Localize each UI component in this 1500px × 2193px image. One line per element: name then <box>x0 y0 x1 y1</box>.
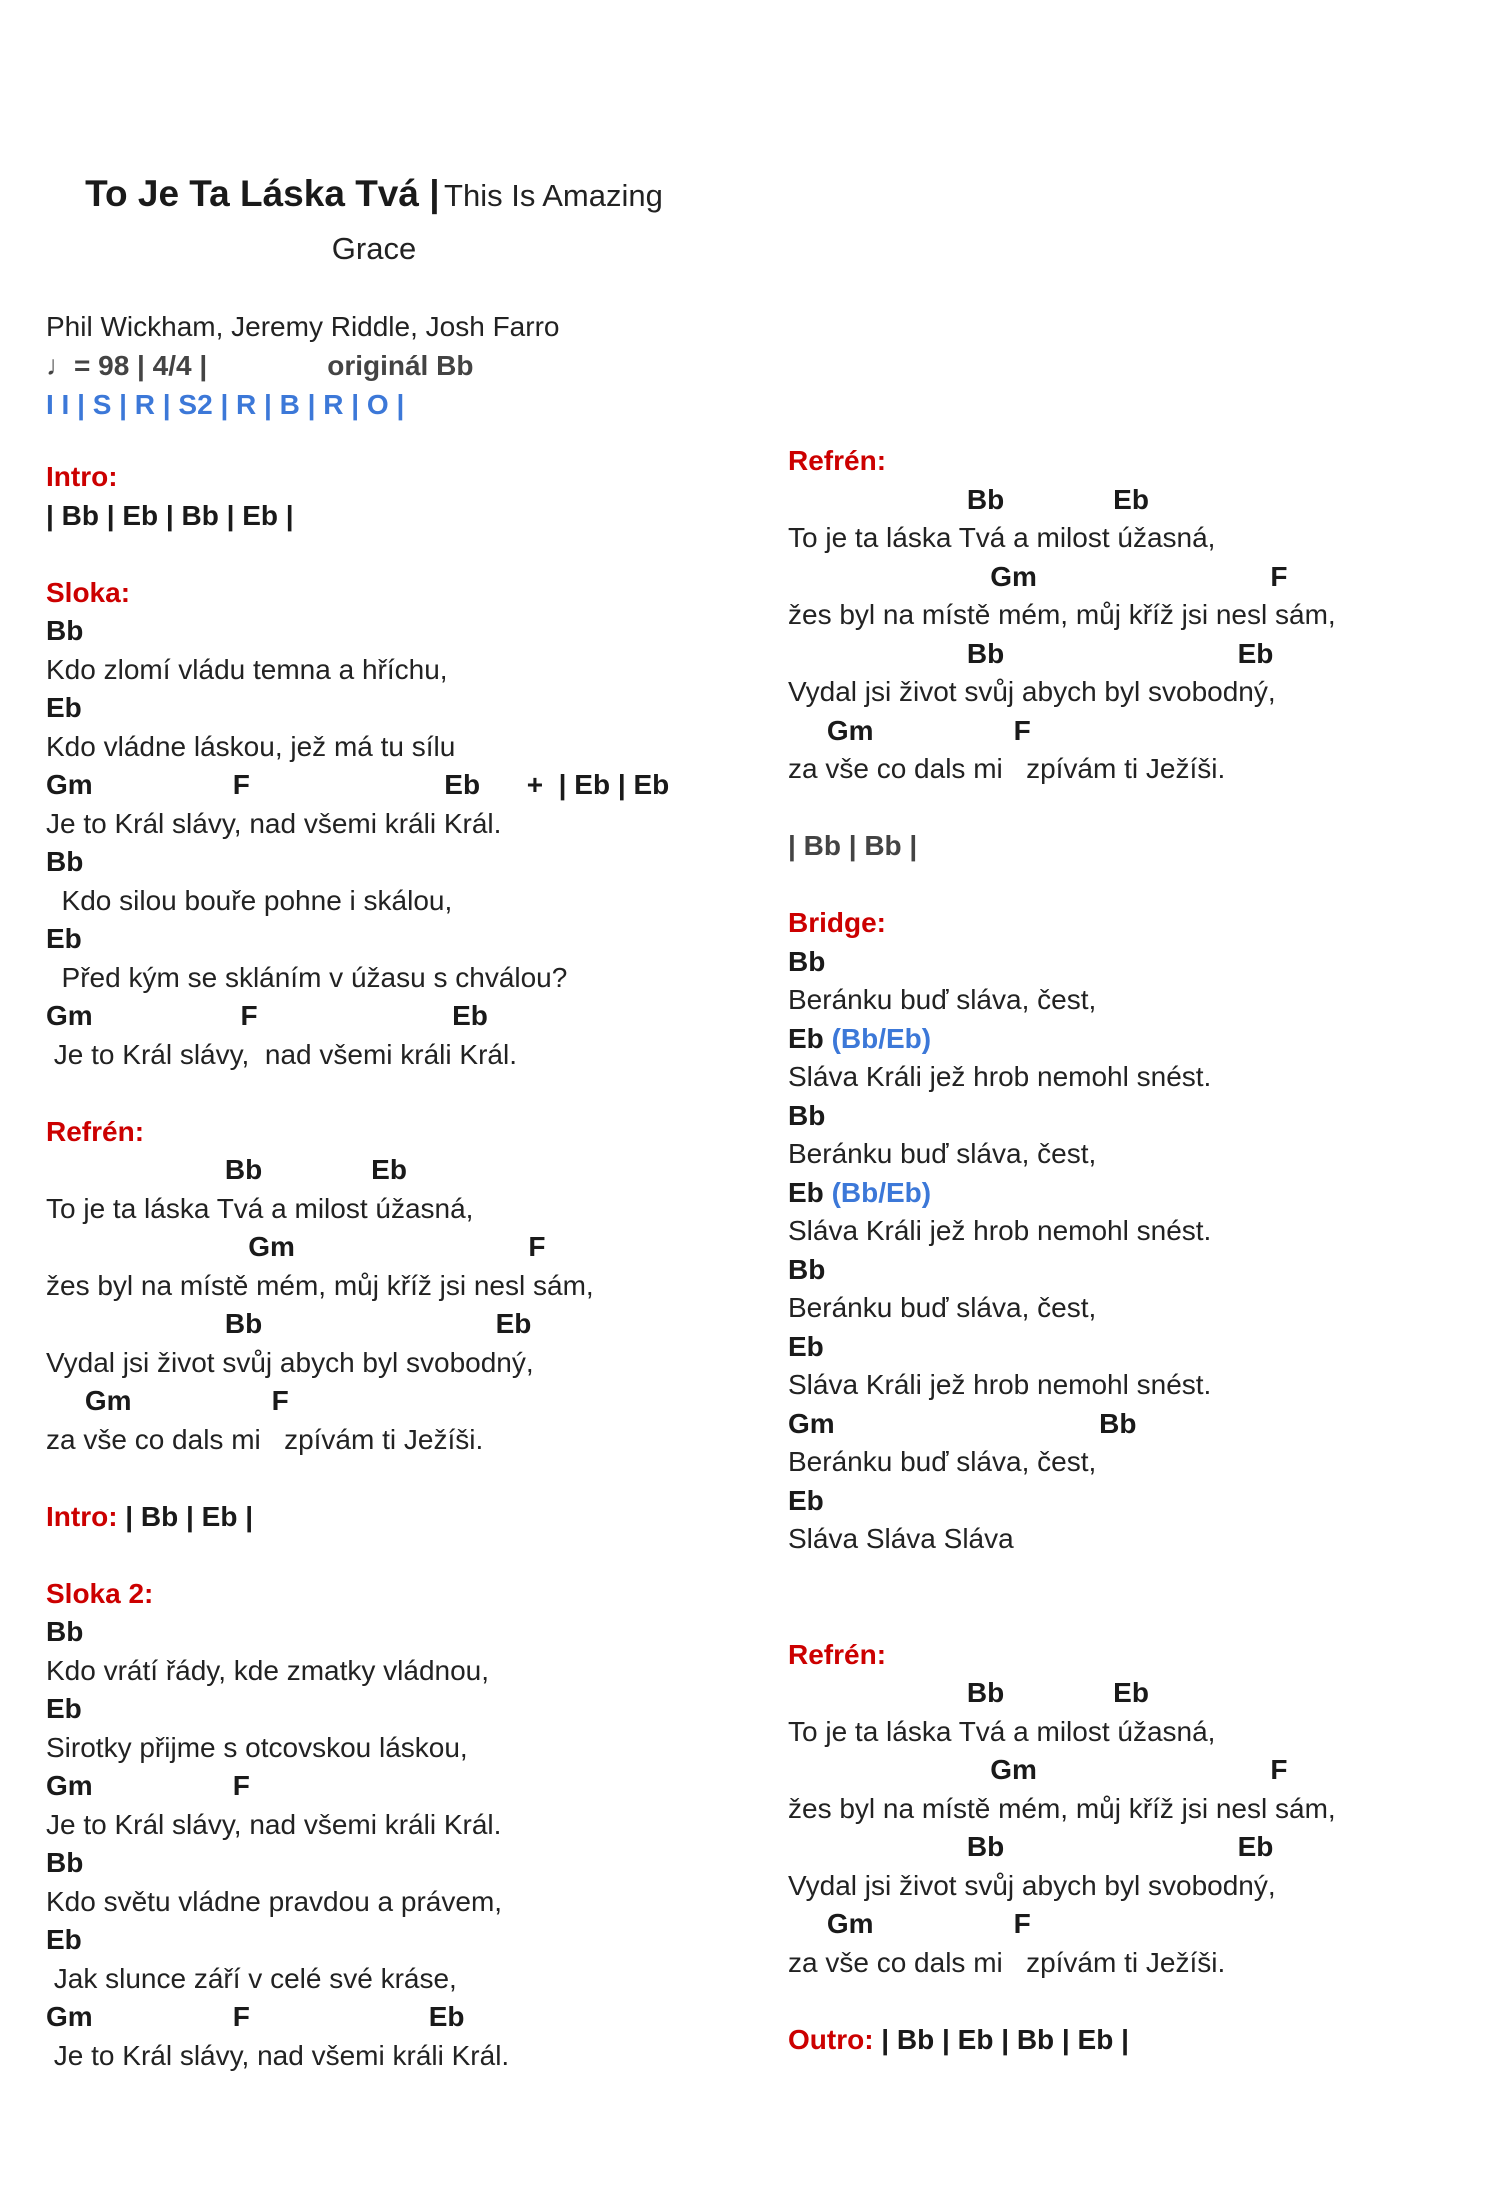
chord-line: Gm F <box>788 714 1031 746</box>
tempo: ♩= 98 | 4/4 | <box>46 350 208 381</box>
section-heading: Intro: <box>46 1500 118 1532</box>
chord-line: Eb <box>46 1693 82 1724</box>
chord-line: Bb <box>46 615 84 646</box>
turnaround-chords: | Bb | Bb | <box>788 830 918 861</box>
chord-line: Bb <box>46 1616 84 1647</box>
chord-line: | Bb | Eb | Bb | Eb | <box>46 499 294 531</box>
chord-line: Eb <box>788 1484 824 1516</box>
original-key: originál Bb <box>327 350 474 381</box>
intro-repeat <box>46 1498 716 1537</box>
chord-line: Bb Eb <box>788 1677 1149 1708</box>
chord-line: Bb Eb <box>46 1308 532 1339</box>
chord-line: Bb <box>788 1253 826 1285</box>
lyric-line: za vše co dals mi zpívám ti Ježíši. <box>788 1946 1226 1978</box>
song-title <box>46 170 702 278</box>
tempo-line <box>46 346 559 385</box>
lyric-line: Je to Král slávy, nad všemi králi Král. <box>46 1038 517 1070</box>
chord-line: Eb <box>46 1924 82 1955</box>
lyric-line: Kdo zlomí vládu temna a hříchu, <box>46 653 448 685</box>
chord-line: Gm F <box>788 1754 1288 1785</box>
lyric-line: Sláva Králi jež hrob nemohl snést. <box>788 1215 1212 1246</box>
section-heading: Sloka: <box>46 576 131 608</box>
left-column <box>46 458 716 2075</box>
chord-line: Gm F Eb <box>46 1000 488 1031</box>
chord-line: Gm F Eb <box>46 2001 465 2032</box>
outro <box>788 2021 1448 2060</box>
title-sub-2: Grace <box>331 231 417 266</box>
chord: Eb <box>788 1176 824 1208</box>
lyric-line: za vše co dals mi zpívám ti Ježíši. <box>788 753 1226 784</box>
lyric-line: Beránku buď sláva, čest, <box>788 984 1097 1015</box>
chord-line: Bb <box>788 945 826 977</box>
chord-line: Bb <box>788 1099 826 1131</box>
lyric-line: Kdo silou bouře pohne i skálou, <box>46 884 453 916</box>
right-column <box>788 442 1448 2059</box>
chord: Eb <box>788 1022 824 1054</box>
chord-line: | Bb | Eb | <box>117 1500 254 1532</box>
lyric-line: žes byl na místě mém, můj kříž jsi nesl sám, <box>46 1269 594 1301</box>
chord-line: Gm Bb <box>788 1407 1137 1439</box>
chord-line: Gm F <box>46 1770 250 1801</box>
structure: I I | S | R | S2 | R | B | R | O | <box>46 389 405 420</box>
lyric-line: Kdo vrátí řády, kde zmatky vládnou, <box>46 1654 490 1686</box>
lyric-line: Vydal jsi život svůj abych byl svobodný, <box>788 676 1276 707</box>
section-heading: Intro: <box>46 461 118 492</box>
chord-line: Eb <box>46 692 82 723</box>
chord-line: Bb Eb <box>788 483 1149 515</box>
lyric-line: Kdo světu vládne pravdou a právem, <box>46 1885 503 1917</box>
lyric-line: Sirotky přijme s otcovskou láskou, <box>46 1731 468 1763</box>
lyric-line: To je ta láska Tvá a milost úžasná, <box>788 522 1216 553</box>
lyric-line: Beránku buď sláva, čest, <box>788 1446 1097 1477</box>
lyric-line: Sláva Králi jež hrob nemohl snést. <box>788 1061 1212 1092</box>
chord-line: Eb <box>788 1330 824 1362</box>
lyric-line: žes byl na místě mém, můj kříž jsi nesl sám, <box>788 1792 1336 1824</box>
chord-line: Gm F Eb + | Eb | Eb <box>46 769 670 800</box>
lyric-line: Sláva Králi jež hrob nemohl snést. <box>788 1369 1212 1400</box>
chord-line: Bb Eb <box>788 1831 1274 1862</box>
lyric-line: To je ta láska Tvá a milost úžasná, <box>46 1192 474 1224</box>
lyric-line: Vydal jsi život svůj abych byl svobodný, <box>46 1346 534 1378</box>
lyric-line: Jak slunce září v celé své kráse, <box>46 1962 457 1994</box>
lyric-line: za vše co dals mi zpívám ti Ježíši. <box>46 1423 484 1455</box>
title-main: To Je Ta Láska Tvá | <box>85 173 440 214</box>
chord-line: Bb <box>46 1847 84 1878</box>
alt-chord: (Bb/Eb) <box>831 1176 932 1208</box>
song-meta <box>46 307 559 424</box>
lyric-line: Je to Král slávy, nad všemi králi Král. <box>46 1808 502 1840</box>
lyric-line: Před kým se skláním v úžasu s chválou? <box>46 961 568 993</box>
chord-line: Bb <box>46 846 84 877</box>
chord-line: Gm F <box>788 560 1288 592</box>
lyric-line: Je to Král slávy, nad všemi králi Král. <box>46 2039 510 2071</box>
section-heading: Sloka 2: <box>46 1577 154 1609</box>
chord-line <box>788 1020 1448 1059</box>
lyric-line: Beránku buď sláva, čest, <box>788 1138 1097 1169</box>
section-heading: Refrén: <box>788 445 887 476</box>
lyric-line: Sláva Sláva Sláva <box>788 1523 1014 1554</box>
section-heading: Refrén: <box>46 1115 145 1147</box>
chord-line: Gm F <box>46 1385 289 1416</box>
chord-line: | Bb | Eb | Bb | Eb | <box>873 2023 1129 2055</box>
lyric-line: Vydal jsi život svůj abych byl svobodný, <box>788 1869 1276 1901</box>
lyric-line: To je ta láska Tvá a milost úžasná, <box>788 1715 1216 1747</box>
chord-line: Eb <box>46 923 82 954</box>
chord-line: Gm F <box>46 1231 546 1262</box>
chord-line <box>788 1174 1448 1213</box>
section-heading: Bridge: <box>788 907 886 938</box>
section-heading: Outro: <box>788 2023 874 2055</box>
chord-line: Bb Eb <box>46 1154 407 1185</box>
title-sub: This Is Amazing <box>444 178 663 213</box>
authors: Phil Wickham, Jeremy Riddle, Josh Farro <box>46 311 560 342</box>
alt-chord: (Bb/Eb) <box>831 1022 932 1054</box>
lyric-line: žes byl na místě mém, můj kříž jsi nesl sám, <box>788 599 1336 630</box>
chord-line: Bb Eb <box>788 637 1274 669</box>
lyric-line: Je to Král slávy, nad všemi králi Král. <box>46 807 502 839</box>
section-heading: Refrén: <box>788 1638 887 1670</box>
chord-line: Gm F <box>788 1908 1031 1939</box>
lyric-line: Beránku buď sláva, čest, <box>788 1292 1097 1323</box>
lyric-line: Kdo vládne láskou, jež má tu sílu <box>46 730 456 762</box>
